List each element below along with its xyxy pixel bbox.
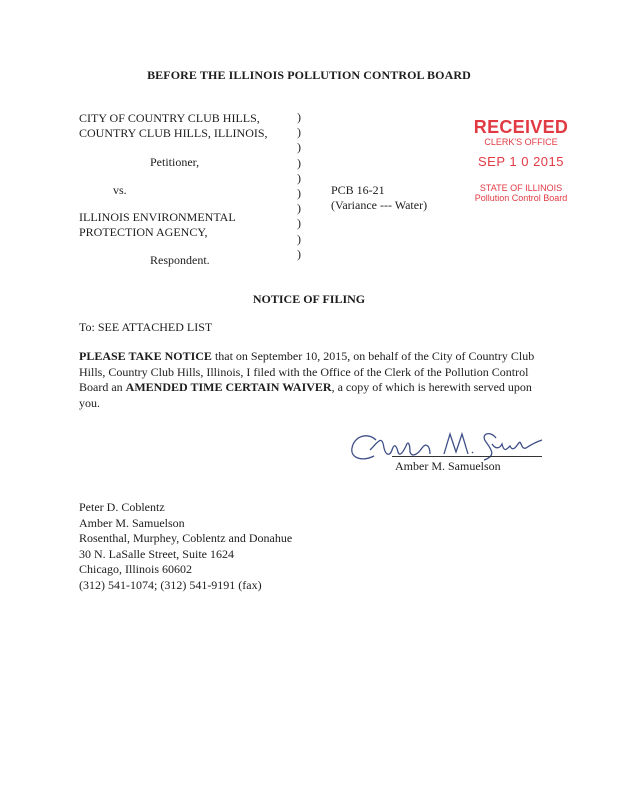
notice-lead: PLEASE TAKE NOTICE: [79, 349, 212, 363]
signature-line: [392, 456, 542, 457]
address-line: Rosenthal, Murphey, Coblentz and Donahue: [79, 531, 293, 545]
signatory-name: Amber M. Samuelson: [395, 459, 501, 473]
case-number: PCB 16-21: [331, 183, 385, 197]
versus-label: vs.: [113, 183, 127, 197]
notice-paragraph: [79, 349, 549, 411]
received-stamp-board: Pollution Control Board: [474, 193, 568, 203]
address-line: Chicago, Illinois 60602: [79, 562, 192, 576]
petitioner-role: Petitioner,: [150, 155, 200, 169]
notice-heading: NOTICE OF FILING: [252, 292, 366, 306]
case-type: (Variance --- Water): [331, 198, 428, 212]
petitioner-name-line-2: COUNTRY CLUB HILLS, ILLINOIS,: [79, 126, 268, 140]
addressee-line: To: SEE ATTACHED LIST: [79, 320, 213, 334]
received-stamp-office: CLERK'S OFFICE: [484, 137, 558, 147]
received-stamp-date: SEP 1 0 2015: [478, 154, 564, 169]
address-line: 30 N. LaSalle Street, Suite 1624: [79, 546, 234, 561]
address-line: Amber M. Samuelson: [79, 515, 185, 530]
caption-parenthesis-column: ) ) ) ) ) ) ) ) ) ): [297, 110, 301, 261]
received-stamp-title: RECEIVED: [473, 117, 569, 137]
respondent-name-line-1: ILLINOIS ENVIRONMENTAL: [79, 210, 236, 224]
address-line: Peter D. Coblentz: [79, 500, 165, 514]
filed-document-title: AMENDED TIME CERTAIN WAIVER: [125, 380, 332, 394]
petitioner-name-line-1: CITY OF COUNTRY CLUB HILLS,: [79, 111, 260, 125]
respondent-role: Respondent.: [150, 253, 210, 267]
board-title: BEFORE THE ILLINOIS POLLUTION CONTROL BOARD: [147, 68, 471, 82]
notice-text-part-2: , a copy of which is herewith served upon you.: [79, 380, 532, 410]
received-stamp-state: STATE OF ILLINOIS: [479, 183, 563, 193]
notice-text-part-1: that on September 10, 2015, on behalf of the City of Country Club Hills, Country Club Hills, Illinois, I filed with the Office of the Clerk of the Pollution Control Board an: [79, 349, 535, 394]
address-line: (312) 541-1074; (312) 541-9191 (fax): [79, 577, 262, 592]
respondent-name-line-2: PROTECTION AGENCY,: [79, 225, 208, 239]
attorney-address-block: [79, 500, 292, 593]
